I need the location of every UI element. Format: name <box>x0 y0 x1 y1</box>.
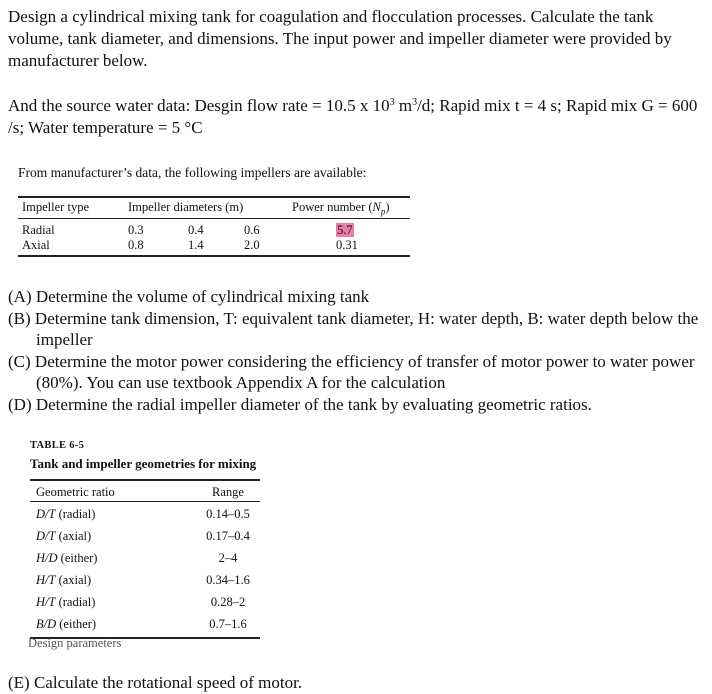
row-axial-type: Axial <box>22 238 50 252</box>
question-list <box>8 286 708 415</box>
question-c: (C) Determine the motor power considering the efficiency of transfer of motor power to water power (80%). You can use textbook Appendix A for the calculation <box>8 351 695 392</box>
problem-statement: Design a cylindrical mixing tank for coagulation and flocculation processes. Calculate the tank volume, tank diameter, and dimensions. The input power and impeller diameter were provided by manufacturer below. <box>8 7 672 70</box>
question-e: (E) Calculate the rotational speed of motor. <box>8 673 303 692</box>
row-axial-d3: 2.0 <box>244 238 260 252</box>
cropped-text-fragment: Design parameters <box>28 636 122 650</box>
question-a: (A) Determine the volume of cylindrical mixing tank <box>8 287 370 306</box>
t65-top-rule <box>30 479 260 481</box>
row-radial-power <box>336 223 354 238</box>
table-header-rule <box>18 218 410 219</box>
question-d: (D) Determine the radial impeller diameter of the tank by evaluating geometric ratios. <box>8 394 592 414</box>
table-row: H/T (axial) 0.34–1.6 <box>36 573 250 587</box>
table-row: H/D (either) 2–4 <box>36 551 238 565</box>
table-top-rule <box>18 196 410 198</box>
impeller-table-caption: From manufacturer’s data, the following impellers are available: <box>18 165 367 180</box>
source-water-data: And the source water data: Desgin flow rate = 10.5 x $10^3$ $m^3/d$; Rapid mix t = 4 s; Rapid mix G = 600 /s; Water temperature = 5 °C <box>8 96 698 137</box>
row-axial-d1: 0.8 <box>128 238 144 252</box>
highlighted-value: 5.7 <box>337 223 353 237</box>
question-b: (B) Determine tank dimension, T: equivalent tank diameter, H: water depth, B: water depth below the impeller <box>8 308 699 349</box>
header-impeller-type: Impeller type <box>22 200 89 214</box>
table-6-5-label: TABLE 6-5 <box>30 440 85 451</box>
header-impeller-diameters: Impeller diameters (m) <box>128 200 244 214</box>
t65-header-ratio: Geometric ratio <box>36 485 115 499</box>
t65-header-rule <box>30 501 260 502</box>
row-radial-d1: 0.3 <box>128 223 144 237</box>
table-row: B/D (either) 0.7–1.6 <box>36 617 247 631</box>
row-axial-power: 0.31 <box>336 238 358 252</box>
row-radial-d2: 0.4 <box>188 223 204 237</box>
table-row: D/T (radial) 0.14–0.5 <box>36 507 250 521</box>
row-radial-d3: 0.6 <box>244 223 260 237</box>
table-row: H/T (radial) 0.28–2 <box>36 595 246 609</box>
header-power-number: Power number $(N_p)$ <box>292 200 390 217</box>
table-bottom-rule <box>18 255 410 257</box>
table-6-5-title: Tank and impeller geometries for mixing <box>30 456 257 471</box>
row-axial-d2: 1.4 <box>188 238 204 252</box>
row-radial-type: Radial <box>22 223 55 237</box>
table-row: D/T (axial) 0.17–0.4 <box>36 529 250 543</box>
t65-header-range: Range <box>212 485 244 499</box>
